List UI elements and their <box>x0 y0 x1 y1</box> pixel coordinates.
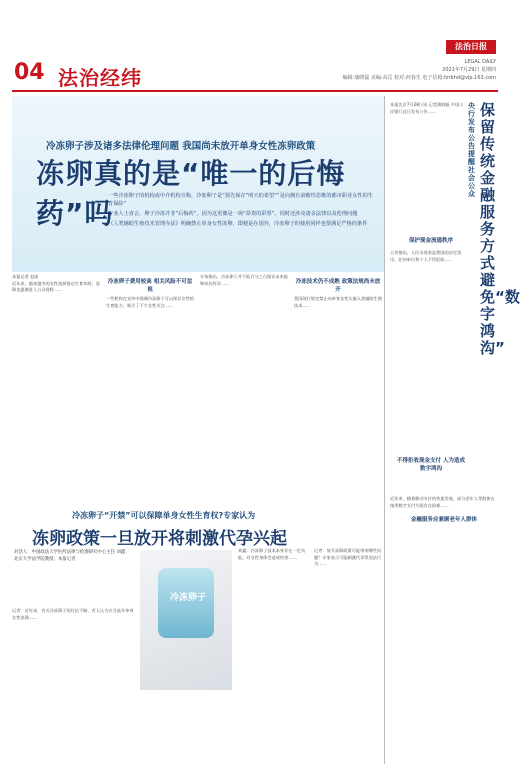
main-article <box>12 96 384 764</box>
side-subhead: 金融服务应兼顾老年人群体 <box>410 517 477 524</box>
lower-headline: 冻卵政策一旦放开将刺激代孕兴起 <box>32 529 287 549</box>
page-header <box>0 0 510 100</box>
side-body-text: 公告指出，人民币现金是我国的法定货币，任何单位和个人不得拒收…… <box>390 250 462 262</box>
masthead-line: LEGAL DAILY <box>464 59 496 65</box>
summary-item: 专业人士直言，卵子冷冻并非“后悔药”，因为这更像是一场“昂贵的彩票”，同时还涉及诸多法律以及伦理问题 <box>108 211 358 217</box>
side-kicker: 央行发布公告提醒社会公众 <box>468 102 475 198</box>
lower-kicker: 冷冻卵子“开禁”可以保障单身女性生育权?专家认为 <box>72 511 256 520</box>
section-title: 法治经纬 <box>58 66 142 90</box>
body-text: 专家指出，冷冻卵子并不能百分之百保证未来能够成功怀孕…… <box>200 274 288 286</box>
newspaper-logo: 法治日报 <box>446 40 496 54</box>
side-subhead: 不得拒收现金支付 人为造成数字鸿沟 <box>397 458 465 472</box>
body-text: 近年来，越来越多的女性选择推迟生育年龄，冻卵也逐渐进入公众视野…… <box>12 280 100 293</box>
masthead-line: 编辑:蒲晓磊 美编:高岳 校对:何春生 电子信箱:fzrbhd@vip.163.com <box>342 75 496 81</box>
masthead-line: 2021年7月29日 星期四 <box>442 67 496 73</box>
page-number: 04 <box>14 60 45 85</box>
guest-box: 对话人：中国政法大学医药法律与伦理研究中心主任 刘鑫；北京大学法学院教授；本报记者 <box>14 550 130 562</box>
ice-cube-image <box>158 568 214 638</box>
subhead: 冷冻卵子费用较高 相关风险不可忽视 <box>107 279 193 293</box>
side-headline: 保留传统金融服务方式避免“数字鸿沟” <box>480 101 520 357</box>
summary-item: 《人类辅助生殖技术管理办法》明确禁止单身女性冻卵，即便是在国外，冷冻卵子的使用同样也要满足严格的条件 <box>108 221 368 227</box>
lower-body-text: 记者：近年来，有关冷冻卵子的讨论不断，有人认为应当放开单身女性冻卵…… <box>12 608 134 620</box>
body-column <box>294 274 382 506</box>
body-text: 我国现行规定禁止向单身女性实施人类辅助生殖技术…… <box>294 296 382 308</box>
body-column <box>200 274 288 506</box>
photo-caption: 冷冻卵子 <box>170 593 207 603</box>
side-subhead: 保护现金流通秩序 <box>408 238 453 244</box>
article-headline: 冻卵真的是“唯一的后悔药”吗 <box>36 157 346 230</box>
side-lower-text <box>390 496 498 764</box>
summary-item: 一些冷冻卵子的机构或中介机构宣称，冷冻卵子是“预先保存”明天的希望”“是向拥有前瞻性思维的都市职业女性的生育保险” <box>108 193 373 207</box>
side-body-text: 本报北京7月28日讯 记者蒲晓磊 中国人民银行近日发布公告…… <box>390 102 464 114</box>
body-column <box>106 274 194 506</box>
column-divider <box>384 96 385 764</box>
article-kicker: 冷冻卵子涉及诸多法律伦理问题 我国尚未放开单身女性冻卵政策 <box>46 141 316 152</box>
body-column <box>12 274 100 506</box>
summary-list <box>108 192 378 230</box>
subhead: 冷冻技术仍不成熟 政策法规尚未放开 <box>295 279 381 293</box>
article-photo <box>140 550 232 690</box>
body-text: 一些机构在宣传中强调冷冻卵子可以保存女性的生育能力，吸引了不少女性关注…… <box>106 296 194 308</box>
side-article <box>390 96 520 764</box>
header-rule <box>12 90 498 92</box>
article-body <box>12 274 384 506</box>
lower-body-text: 记者：放开冻卵政策可能带来哪些问题？专家表示可能刺激代孕等违法行为…… <box>314 548 382 567</box>
lower-body-text: 刘鑫：冷冻卵子技术本身存在一定风险，对女性身体会造成伤害…… <box>238 548 306 560</box>
side-body-text: 近年来，随着移动支付的快速发展，部分老年人等群体在使用数字支付方面存在困难…… <box>390 496 495 508</box>
byline: 本报记者 赵丽 <box>12 274 39 279</box>
masthead-info <box>343 58 496 82</box>
